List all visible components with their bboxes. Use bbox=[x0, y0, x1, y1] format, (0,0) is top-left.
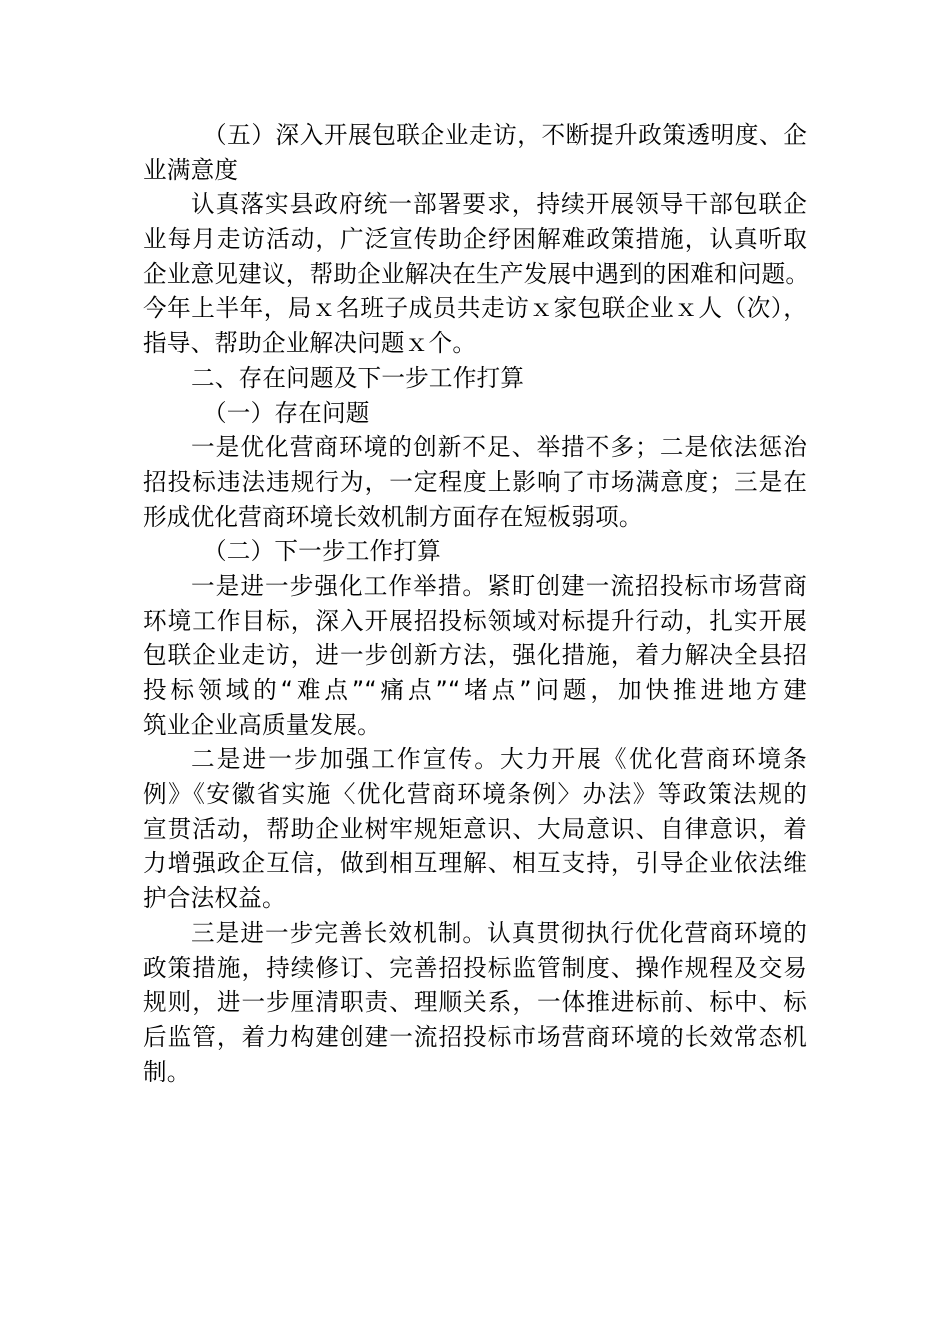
text-line: 规则，进一步厘清职责、理顺关系，一体推进标前、标中、标 bbox=[143, 988, 807, 1017]
text-line: 护合法权益。 bbox=[143, 884, 286, 913]
text-line: 包联企业走访，进一步创新方法，强化措施，着力解决全县招 bbox=[143, 641, 807, 670]
text-line: 指导、帮助企业解决问题ｘ个。 bbox=[143, 329, 477, 358]
text-line: 招投标违法违规行为，一定程度上影响了市场满意度；三是在 bbox=[143, 467, 807, 496]
text-line: 三是进一步完善长效机制。认真贯彻执行优化营商环境的 bbox=[191, 918, 807, 947]
text-line: 形成优化营商环境长效机制方面存在短板弱项。 bbox=[143, 502, 643, 531]
text-line: 二、存在问题及下一步工作打算 bbox=[191, 363, 525, 392]
text-line: 业满意度 bbox=[143, 155, 239, 184]
text-line: 制。 bbox=[143, 1057, 191, 1086]
text-line: 企业意见建议，帮助企业解决在生产发展中遇到的困难和问题。 bbox=[143, 259, 810, 288]
text-line: （二）下一步工作打算 bbox=[203, 537, 441, 566]
text-line: 例》《安徽省实施〈优化营商环境条例〉办法》等政策法规的 bbox=[143, 780, 807, 809]
text-line: 投标领域的“难点”“痛点”“堵点”问题，加快推进地方建 bbox=[143, 676, 807, 704]
text-line: 一是进一步强化工作举措。紧盯创建一流招投标市场营商 bbox=[191, 571, 807, 600]
text-line: （五）深入开展包联企业走访，不断提升政策透明度、企 bbox=[203, 121, 807, 149]
text-line: 后监管，着力构建创建一流招投标市场营商环境的长效常态机 bbox=[143, 1022, 807, 1051]
text-line: 宣贯活动，帮助企业树牢规矩意识、大局意识、自律意识，着 bbox=[143, 814, 807, 843]
text-line: 业每月走访活动，广泛宣传助企纾困解难政策措施，认真听取 bbox=[143, 225, 807, 254]
text-line: 认真落实县政府统一部署要求，持续开展领导干部包联企 bbox=[191, 190, 807, 219]
text-line: 筑业企业高质量发展。 bbox=[143, 710, 381, 739]
document-body bbox=[143, 118, 810, 1089]
text-line: 政策措施，持续修订、完善招投标监管制度、操作规程及交易 bbox=[143, 953, 807, 982]
text-line: 一是优化营商环境的创新不足、举措不多；二是依法惩治 bbox=[191, 433, 807, 462]
text-line: 环境工作目标，深入开展招投标领域对标提升行动，扎实开展 bbox=[143, 606, 807, 635]
text-line: （一）存在问题 bbox=[203, 398, 370, 427]
text-line: 力增强政企互信，做到相互理解、相互支持，引导企业依法维 bbox=[143, 849, 807, 878]
text-line: 今年上半年，局ｘ名班子成员共走访ｘ家包联企业ｘ人（次）， bbox=[143, 294, 807, 323]
text-line: 二是进一步加强工作宣传。大力开展《优化营商环境条 bbox=[191, 745, 807, 774]
